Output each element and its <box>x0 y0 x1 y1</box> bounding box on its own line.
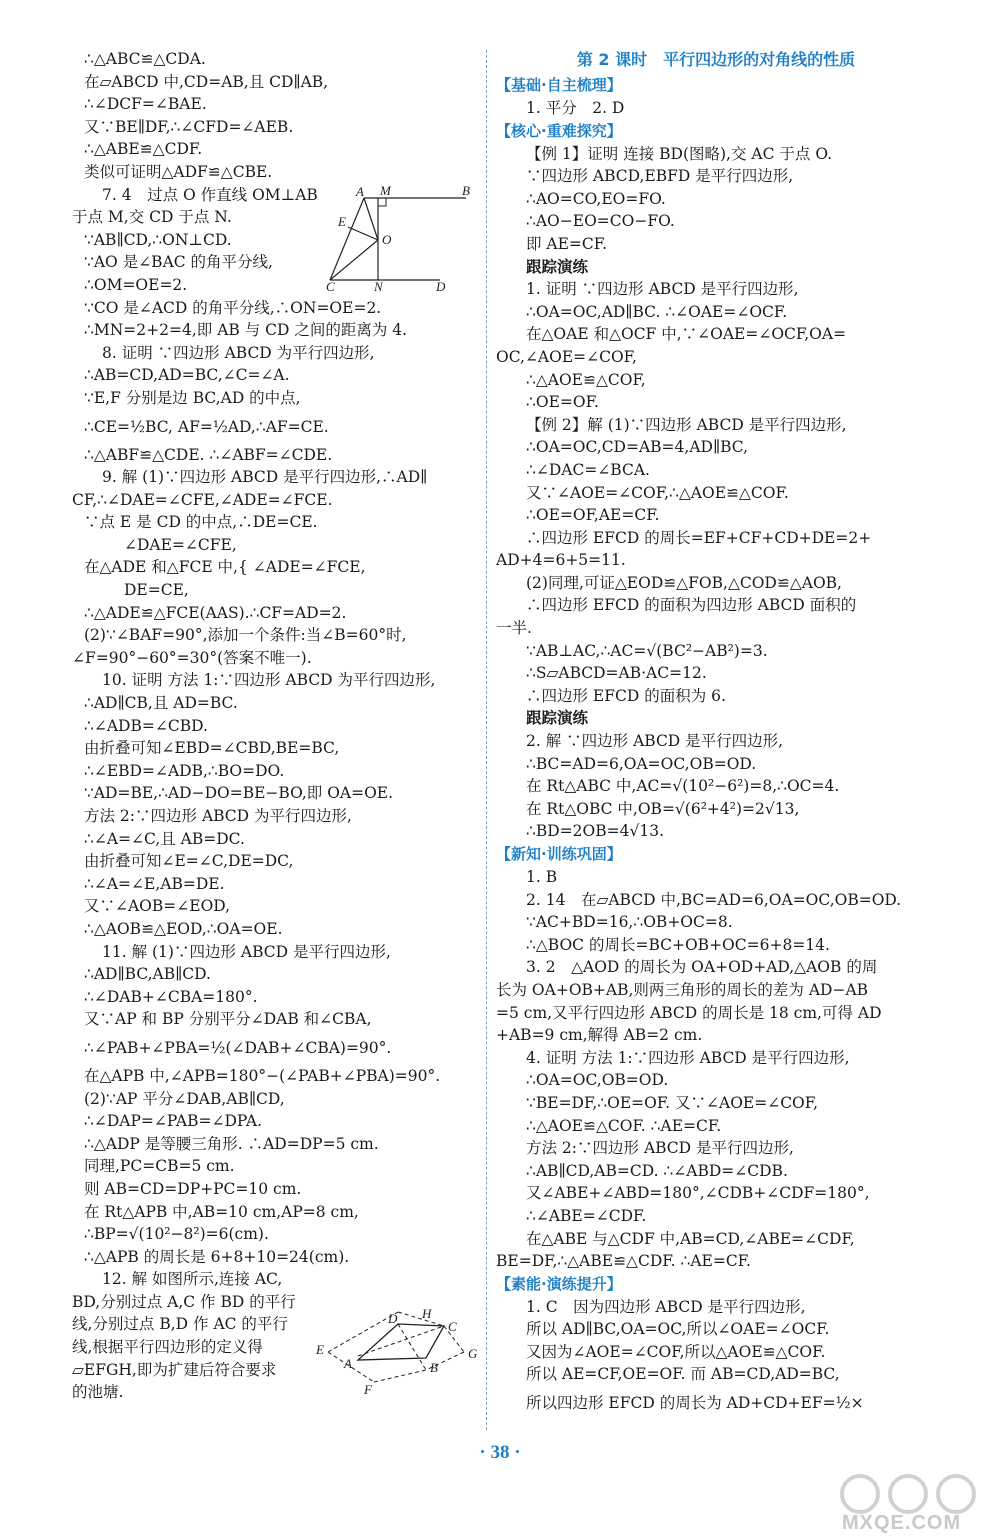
right-text-line: ∴AB∥CD,AB=CD. ∴∠ABD=∠CDB. <box>526 1161 788 1180</box>
right-text-line: 所以四边形 EFCD 的周长为 AD+CD+EF=½× <box>526 1394 864 1413</box>
left-text-line: ∴∠ADB=∠CBD. <box>84 716 208 735</box>
right-text-line: ∴OE=OF. <box>526 393 599 412</box>
right-text-line: 2. 14 在▱ABCD 中,BC=AD=6,OA=OC,OB=OD. <box>526 890 902 909</box>
left-text-line: ∴∠DAP=∠PAB=∠DPA. <box>84 1112 262 1131</box>
fig12-label-G: G <box>468 1346 478 1361</box>
left-text-line: 10. 证明 方法 1:∵四边形 ABCD 为平行四边形, <box>102 671 436 690</box>
left-text-line: 类似可证明△ADF≌△CBE. <box>84 162 273 181</box>
fig12-label-E: E <box>316 1342 324 1357</box>
right-text-line: ∴BD=2OB=4√13. <box>526 822 665 841</box>
right-text-line: =5 cm,又平行四边形 ABCD 的周长是 18 cm,可得 AD <box>496 1003 882 1022</box>
left-text-line: ∵CO 是∠ACD 的角平分线,∴ON=OE=2. <box>84 298 382 317</box>
left-text-line: 则 AB=CD=DP+PC=10 cm. <box>84 1179 302 1198</box>
right-text-line: 3. 2 △AOD 的周长为 OA+OD+AD,△AOB 的周 <box>526 958 878 977</box>
left-text-line: ∴AD∥CB,且 AD=BC. <box>84 694 238 713</box>
left-text-line: ∴△ADE≌△FCE(AAS).∴CF=AD=2. <box>84 603 347 622</box>
section-heading: 【新知·训练巩固】 <box>496 845 622 863</box>
right-text-line: 1. 平分 2. D <box>526 99 625 117</box>
left-text-line: ∴AD∥BC,AB∥CD. <box>84 965 211 984</box>
fig7-label-E: E <box>338 214 346 229</box>
fig12-label-B: B <box>430 1360 438 1375</box>
right-text-line: 即 AE=CF. <box>526 234 608 253</box>
right-text-line: 所以 AE=CF,OE=OF. 而 AB=CD,AD=BC, <box>526 1365 840 1384</box>
left-text-line: 在△ADE 和△FCE 中,{ ∠ADE=∠FCE, <box>84 558 366 577</box>
left-text-line: 又∵∠AOB=∠EOD, <box>84 897 231 916</box>
right-text-line: 长为 OA+OB+AB,则两三角形的周长的差为 AD−AB <box>496 980 869 999</box>
left-text-line: ▱EFGH,即为扩建后符合要求 <box>72 1360 277 1379</box>
right-text-line: ∴∠DAC=∠BCA. <box>526 460 650 479</box>
left-text-line: 8. 证明 ∵四边形 ABCD 为平行四边形, <box>102 343 375 362</box>
left-text-line: 线,根据平行四边形的定义得 <box>72 1338 263 1357</box>
left-text-line: ∴△ABE≌△CDF. <box>84 140 203 159</box>
left-text-line: ∴△ABF≌△CDE. ∴∠ABF=∠CDE. <box>84 445 333 464</box>
left-text-line: ∵点 E 是 CD 的中点,∴DE=CE. <box>84 513 318 532</box>
right-text-line: ∵四边形 ABCD,EBFD 是平行四边形, <box>526 167 794 186</box>
left-text-line: ∴∠DCF=∠BAE. <box>84 95 207 114</box>
left-text-line: ∵AD=BE,∴AD−DO=BE−BO,即 OA=OE. <box>84 784 394 803</box>
right-text-line: 在△OAE 和△OCF 中,∵∠OAE=∠OCF,OA= <box>526 325 847 344</box>
left-text-line: ∴MN=2+2=4,即 AB 与 CD 之间的距离为 4. <box>84 321 408 340</box>
right-text-line: ∴OA=OC,OB=OD. <box>526 1071 669 1090</box>
right-text-line: +AB=9 cm,解得 AB=2 cm. <box>496 1026 703 1045</box>
page-number-value: 38 <box>490 1442 510 1463</box>
section-title: 第 2 课时 平行四边形的对角线的性质 <box>576 50 856 69</box>
left-text-line: 12. 解 如图所示,连接 AC, <box>102 1270 283 1289</box>
left-text-line: 9. 解 (1)∵四边形 ABCD 是平行四边形,∴AD∥ <box>102 468 428 487</box>
right-text-line: 又因为∠AOE=∠COF,所以△AOE≌△COF. <box>526 1342 826 1361</box>
right-text-line: ∴四边形 EFCD 的面积为四边形 ABCD 面积的 <box>526 596 857 615</box>
right-text-line: 【例 1】证明 连接 BD(图略),交 AC 于点 O. <box>526 144 833 163</box>
left-text-line: (2)∵∠BAF=90°,添加一个条件:当∠B=60°时, <box>84 626 407 645</box>
left-text-line: 又∵BE∥DF,∴∠CFD=∠AEB. <box>84 117 294 136</box>
right-text-line: ∴∠ABE=∠CDF. <box>526 1206 647 1225</box>
left-text-line: ∴BP=√(10²−8²)=6(cm). <box>84 1225 269 1244</box>
left-text-line: ∴AB=CD,AD=BC,∠C=∠A. <box>84 366 290 385</box>
figure-problem-12 <box>314 1306 484 1396</box>
left-text-line: 在▱ABCD 中,CD=AB,且 CD∥AB, <box>84 72 329 91</box>
fig7-label-D: D <box>436 279 446 292</box>
right-text-line: ∴四边形 EFCD 的周长=EF+CF+CD+DE=2+ <box>526 528 872 547</box>
fig12-label-D: D <box>388 1311 398 1326</box>
right-text-line: OC,∠AOE=∠COF, <box>496 347 637 366</box>
fig7-label-O: O <box>382 232 392 247</box>
left-text-line: ∴∠EBD=∠ADB,∴BO=DO. <box>84 761 285 780</box>
right-column <box>496 48 936 1420</box>
right-text-line: ∴△AOE≌△COF, <box>526 370 646 389</box>
left-text-line: ∴∠DAB+∠CBA=180°. <box>84 987 258 1006</box>
left-text-line: ∵AB∥CD,∴ON⊥CD. <box>84 230 232 249</box>
right-text-line: ∴△AOE≌△COF. ∴AE=CF. <box>526 1116 722 1135</box>
fig7-label-N: N <box>374 279 383 292</box>
left-text-line: 的池塘. <box>72 1383 124 1402</box>
right-text-line: 在 Rt△OBC 中,OB=√(6²+4²)=2√13, <box>526 799 800 818</box>
right-text-line: ∴OA=OC,CD=AB=4,AD∥BC, <box>526 438 749 457</box>
section-heading: 【基础·自主梳理】 <box>496 76 622 94</box>
left-text-line: ∴∠A=∠C,且 AB=DC. <box>84 829 245 848</box>
left-text-line: 11. 解 (1)∵四边形 ABCD 是平行四边形, <box>102 942 391 961</box>
right-text-line: 【例 2】解 (1)∵四边形 ABCD 是平行四边形, <box>526 415 847 434</box>
left-text-line: ∵E,F 分别是边 BC,AD 的中点, <box>84 388 301 407</box>
fig7-label-A: A <box>356 186 364 199</box>
fig12-label-A: A <box>344 1356 352 1371</box>
fig7-label-M: M <box>380 186 391 198</box>
right-text-line: 又∵∠AOE=∠COF,∴△AOE≌△COF. <box>526 483 789 502</box>
left-text-line: ∵AO 是∠BAC 的角平分线, <box>84 253 273 272</box>
left-text-line: ∴∠PAB+∠PBA=½(∠DAB+∠CBA)=90°. <box>84 1038 392 1057</box>
fig12-label-F: F <box>364 1382 372 1396</box>
section-heading: 【核心·重难探究】 <box>496 121 622 140</box>
right-text-line: 1. 证明 ∵四边形 ABCD 是平行四边形, <box>526 280 799 299</box>
right-text-line: ∴△BOC 的周长=BC+OB+OC=6+8=14. <box>526 935 830 954</box>
right-text-line: ∵BE=DF,∴OE=OF. 又∵∠AOE=∠COF, <box>526 1093 819 1112</box>
right-text-line: 4. 证明 方法 1:∵四边形 ABCD 是平行四边形, <box>526 1048 850 1067</box>
right-text-line: 跟踪演练 <box>526 256 589 276</box>
right-text-line: ∴AO=CO,EO=FO. <box>526 189 666 208</box>
page-number <box>0 1442 1000 1464</box>
right-text-line: 又∠ABE+∠ABD=180°,∠CDB+∠CDF=180°, <box>526 1184 870 1203</box>
left-text-line: ∴△ADP 是等腰三角形. ∴AD=DP=5 cm. <box>84 1134 379 1153</box>
right-text-line: 在△ABE 与△CDF 中,AB=CD,∠ABE=∠CDF, <box>526 1229 855 1248</box>
page-number-dot-right: · <box>514 1442 521 1463</box>
left-text-line: BD,分别过点 A,C 作 BD 的平行 <box>72 1292 296 1311</box>
right-text-line: ∴AO−EO=CO−FO. <box>526 212 675 231</box>
right-text-line: ∴BC=AD=6,OA=OC,OB=OD. <box>526 754 757 773</box>
left-text-line: CF,∴∠DAE=∠CFE,∠ADE=∠FCE. <box>72 490 333 509</box>
left-text-line: 由折叠可知∠EBD=∠CBD,BE=BC, <box>84 739 340 758</box>
left-text-line: ∴CE=½BC, AF=½AD,∴AF=CE. <box>84 417 329 436</box>
right-text-line: 2. 解 ∵四边形 ABCD 是平行四边形, <box>526 732 784 751</box>
right-text-line: 1. B <box>526 868 558 886</box>
right-text-line: 跟踪演练 <box>526 708 589 728</box>
fig12-label-C: C <box>448 1319 457 1334</box>
right-text-line: 一半. <box>496 619 532 638</box>
left-text-line: (2)∵AP 平分∠DAB,AB∥CD, <box>84 1089 285 1108</box>
right-text-line: 方法 2:∵四边形 ABCD 是平行四边形, <box>526 1139 794 1158</box>
left-text-line: 在△APB 中,∠APB=180°−(∠PAB+∠PBA)=90°. <box>84 1066 441 1085</box>
right-text-line: 在 Rt△ABC 中,AC=√(10²−6²)=8,∴OC=4. <box>526 777 840 796</box>
left-text-line: ∠DAE=∠CFE, <box>124 535 237 554</box>
right-text-line: ∵AB⊥AC,∴AC=√(BC²−AB²)=3. <box>526 641 768 660</box>
left-text-line: 又∵AP 和 BP 分别平分∠DAB 和∠CBA, <box>84 1010 372 1029</box>
right-text-line: ∴四边形 EFCD 的面积为 6. <box>526 686 726 705</box>
left-text-line: 于点 M,交 CD 于点 N. <box>72 208 232 227</box>
left-text-line: 由折叠可知∠E=∠C,DE=DC, <box>84 852 294 871</box>
right-text-line: ∴S▱ABCD=AB·AC=12. <box>526 664 707 683</box>
fig12-label-H: H <box>422 1306 432 1321</box>
left-text-line: ∴OM=OE=2. <box>84 275 188 294</box>
left-text-line: 7. 4 过点 O 作直线 OM⊥AB <box>102 185 318 204</box>
right-text-line: 1. C 因为四边形 ABCD 是平行四边形, <box>526 1297 806 1316</box>
left-text-line: ∴△APB 的周长是 6+8+10=24(cm). <box>84 1247 350 1266</box>
right-text-line: AD+4=6+5=11. <box>496 551 626 570</box>
column-divider <box>486 50 487 1430</box>
right-text-line: BE=DF,∴△ABE≌△CDF. ∴AE=CF. <box>496 1252 751 1271</box>
watermark-url: MXQE.COM <box>842 1512 962 1534</box>
right-text-line: ∴OE=OF,AE=CF. <box>526 506 660 525</box>
fig7-label-B: B <box>462 186 470 198</box>
left-text-line: ∴△ABC≌△CDA. <box>84 50 206 68</box>
fig7-label-C: C <box>326 279 335 292</box>
right-text-line: ∴OA=OC,AD∥BC. ∴∠OAE=∠OCF. <box>526 302 788 321</box>
right-text-line: ∵AC+BD=16,∴OB+OC=8. <box>526 913 733 932</box>
page-number-dot-left: · <box>479 1442 486 1463</box>
left-text-line: 在 Rt△APB 中,AB=10 cm,AP=8 cm, <box>84 1202 359 1221</box>
right-text-line: (2)同理,可证△EOD≌△FOB,△COD≌△AOB, <box>526 573 842 592</box>
left-text-line: 同理,PC=CB=5 cm. <box>84 1157 235 1176</box>
left-text-line: DE=CE, <box>124 581 189 600</box>
right-text-line: 所以 AD∥BC,OA=OC,所以∠OAE=∠OCF. <box>526 1320 830 1339</box>
left-text-line: ∴∠A=∠E,AB=DE. <box>84 874 225 893</box>
left-text-line: 线,分别过点 B,D 作 AC 的平行 <box>72 1315 288 1334</box>
section-heading: 【素能·演练提升】 <box>496 1274 622 1293</box>
left-text-line: ∴△AOB≌△EOD,∴OA=OE. <box>84 919 283 938</box>
left-text-line: ∠F=90°−60°=30°(答案不唯一). <box>72 648 312 667</box>
figure-problem-7 <box>316 186 486 292</box>
left-text-line: 方法 2:∵四边形 ABCD 为平行四边形, <box>84 807 352 825</box>
